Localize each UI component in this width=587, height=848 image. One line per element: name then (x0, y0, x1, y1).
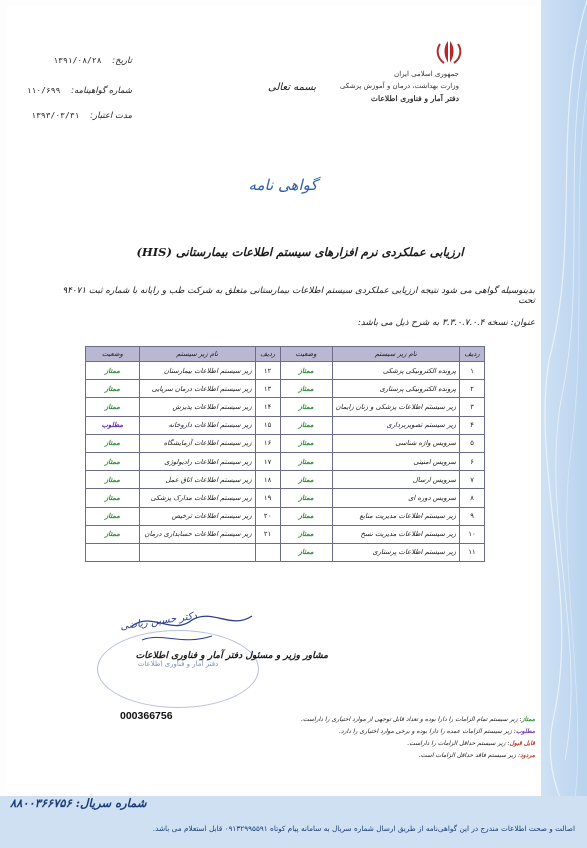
org-line-2: وزارت بهداشت، درمان و آموزش پزشکی (339, 82, 459, 90)
validity-label: مدت اعتبار: (90, 111, 132, 121)
subsystem-name: سرویس امنیتی (332, 452, 459, 470)
status-cell: ممتاز (280, 471, 332, 489)
header-status: وضعیت (86, 347, 140, 362)
subsystem-name: زیر سیستم اطلاعات مدارک پزشکی (139, 489, 255, 507)
table-row (86, 416, 485, 434)
table-row (86, 434, 485, 452)
subsystem-name: زیر سیستم اطلاعات رادیولوژی (139, 452, 255, 470)
subsystem-name: سرویس ارسال (332, 471, 459, 489)
legend-rejected (235, 752, 535, 759)
status-cell: ممتاز (280, 525, 332, 543)
legend-key: ممتاز (521, 716, 535, 723)
row-number: ۶ (460, 452, 485, 470)
subsystem-name: زیر سیستم اطلاعات اتاق عمل (139, 471, 255, 489)
subsystem-name: زیر سیستم اطلاعات مدیریت نسخ (332, 525, 459, 543)
serial-number (10, 796, 146, 810)
status-cell: مطلوب (86, 416, 140, 434)
status-cell: ممتاز (280, 543, 332, 561)
cert-number-row (22, 86, 132, 96)
table-row (86, 489, 485, 507)
status-cell: ممتاز (86, 489, 140, 507)
status-cell: ممتاز (86, 525, 140, 543)
row-number (255, 543, 280, 561)
legend-text: : زیر سیستم تمام الزامات را دارا بوده و تعداد قابل توجهی از موارد اختیاری را داراست. (300, 716, 522, 723)
subsystem-name: زیر سیستم اطلاعات مدیریت منابع (332, 507, 459, 525)
subsystem-name: پرونده الکترونیکی پزشکی (332, 362, 459, 380)
cert-number-label: شماره گواهینامه: (71, 86, 132, 96)
row-number: ۲۱ (255, 525, 280, 543)
table-row (86, 398, 485, 416)
subsystem-name: زیر سیستم تصویربرداری (332, 416, 459, 434)
header-row-number: ردیف (460, 347, 485, 362)
subsystem-name: زیر سیستم اطلاعات پرستاری (332, 543, 459, 561)
cert-number-value: ۱۱۰/۶۹۹ (26, 86, 61, 95)
subsystem-name: زیر سیستم اطلاعات پذیرش (139, 398, 255, 416)
serial-label: شماره سریال: (75, 796, 147, 810)
row-number: ۹ (460, 507, 485, 525)
status-cell: ممتاز (86, 362, 140, 380)
status-cell: ممتاز (86, 434, 140, 452)
row-number: ۱۶ (255, 434, 280, 452)
legend-key: مردود (520, 752, 535, 759)
subsystem-name: زیر سیستم اطلاعات داروخانه (139, 416, 255, 434)
status-cell: ممتاز (86, 471, 140, 489)
certificate-title: گواهی نامه (248, 176, 318, 194)
status-cell: ممتاز (280, 507, 332, 525)
subsystem-name: زیر سیستم اطلاعات درمان سرپایی (139, 380, 255, 398)
status-cell: ممتاز (86, 380, 140, 398)
legend-excellent (235, 716, 535, 723)
swirl-pattern-icon (541, 0, 587, 848)
table-row (86, 471, 485, 489)
iran-emblem-icon (432, 38, 466, 66)
subsystem-name: زیر سیستم اطلاعات ترخیص (139, 507, 255, 525)
row-number: ۱۰ (460, 525, 485, 543)
body-line-1: بدینوسیله گواهی می شود نتیجه ارزیابی عملکردی سیستم اطلاعات بیمارستانی متعلق به شرکت طب و رایانه با شماره ثبت ۹۴۰۷۱ تحت (62, 286, 535, 306)
subsystem-name: زیر سیستم اطلاعات حسابداری درمان (139, 525, 255, 543)
status-cell: ممتاز (280, 489, 332, 507)
table-row (86, 380, 485, 398)
subsystem-name: زیر سیستم اطلاعات بیمارستان (139, 362, 255, 380)
signer-title: مشاور وزیر و مسئول دفتر آمار و فناوری اطلاعات (135, 650, 328, 661)
legend-text: : زیر سیستم الزامات عمده را دارا بوده و برخی موارد اختیاری را دارد. (338, 728, 516, 735)
org-line-3: دفتر آمار و فناوری اطلاعات (370, 94, 459, 103)
status-cell: ممتاز (280, 380, 332, 398)
date-row (22, 56, 132, 66)
date-value: ۱۳۹۱/۰۸/۲۸ (53, 56, 102, 65)
row-number: ۱۴ (255, 398, 280, 416)
row-number: ۱ (460, 362, 485, 380)
row-number: ۵ (460, 434, 485, 452)
certificate-subject: ارزیابی عملکردی نرم افزارهای سیستم اطلاعات بیمارستانی (HIS) (136, 245, 464, 259)
status-cell: ممتاز (280, 434, 332, 452)
status-cell: ممتاز (280, 398, 332, 416)
subsystem-name: زیر سیستم اطلاعات آزمایشگاه (139, 434, 255, 452)
row-number: ۱۵ (255, 416, 280, 434)
stamp-text: دفتر آمار و فناوری اطلاعات (137, 660, 219, 668)
legend-key: قابل قبول (509, 740, 535, 747)
row-number: ۱۱ (460, 543, 485, 561)
status-cell: ممتاز (280, 362, 332, 380)
status-cell: ممتاز (86, 452, 140, 470)
signer-name: دکتر حسین ریاضی (119, 610, 198, 633)
legend-text: : زیر سیستم فاقد حداقل الزامات است. (418, 752, 520, 759)
validity-value: ۱۳۹۳/۰۳/۳۱ (31, 111, 80, 120)
subsystem-name: پرونده الکترونیکی پرستاری (332, 380, 459, 398)
legend-text: : زیر سیستم حداقل الزامات را داراست. (407, 740, 510, 747)
status-cell (86, 543, 140, 561)
row-number: ۲۰ (255, 507, 280, 525)
footer-note: اصالت و صحت اطلاعات مندرج در این گواهی‌نامه از طریق ارسال شماره سریال به سامانه پیام کوتاه ۰۹۱۳۲۹۹۵۵۹۱ قابل استعلام می باشد. (152, 824, 575, 833)
row-number: ۱۸ (255, 471, 280, 489)
table-row (86, 452, 485, 470)
table-header-row (86, 347, 485, 362)
evaluation-table (85, 346, 485, 562)
stamp-serial-number: 000366756 (120, 710, 173, 722)
legend-acceptable (235, 740, 535, 747)
row-number: ۳ (460, 398, 485, 416)
table-row (86, 362, 485, 380)
date-label: تاریخ: (112, 56, 132, 66)
org-line-1: جمهوری اسلامی ایران (394, 70, 459, 78)
subsystem-name: سرویس دوره ای (332, 489, 459, 507)
table-row (86, 543, 485, 561)
body-line-2: عنوان: نسخه ۳.۳.۰.۷.۰.۴ به شرح ذیل می باشد: (357, 318, 535, 328)
status-cell: ممتاز (280, 452, 332, 470)
row-number: ۲ (460, 380, 485, 398)
status-cell: ممتاز (86, 398, 140, 416)
serial-value: ۸۸۰۰۳۶۶۷۵۶ (10, 796, 72, 810)
row-number: ۴ (460, 416, 485, 434)
row-number: ۱۹ (255, 489, 280, 507)
row-number: ۱۲ (255, 362, 280, 380)
subsystem-name: سرویس واژه شناسی (332, 434, 459, 452)
status-cell: ممتاز (86, 507, 140, 525)
row-number: ۱۳ (255, 380, 280, 398)
besm-heading: بسمه تعالی (268, 82, 317, 93)
subsystem-name: زیر سیستم اطلاعات پزشکی و زنان زایمان (332, 398, 459, 416)
row-number: ۱۷ (255, 452, 280, 470)
table-row (86, 507, 485, 525)
validity-row (22, 111, 132, 121)
header-status: وضعیت (280, 347, 332, 362)
header-row-number: ردیف (255, 347, 280, 362)
decorative-side-band (541, 0, 587, 848)
table-row (86, 525, 485, 543)
header-subsystem-name: نام زیر سیستم (139, 347, 255, 362)
legend-key: مطلوب (515, 728, 535, 735)
evaluation-table-body (86, 362, 485, 562)
row-number: ۷ (460, 471, 485, 489)
legend-good (235, 728, 535, 735)
subsystem-name (139, 543, 255, 561)
status-cell: ممتاز (280, 416, 332, 434)
row-number: ۸ (460, 489, 485, 507)
header-subsystem-name: نام زیر سیستم (332, 347, 459, 362)
